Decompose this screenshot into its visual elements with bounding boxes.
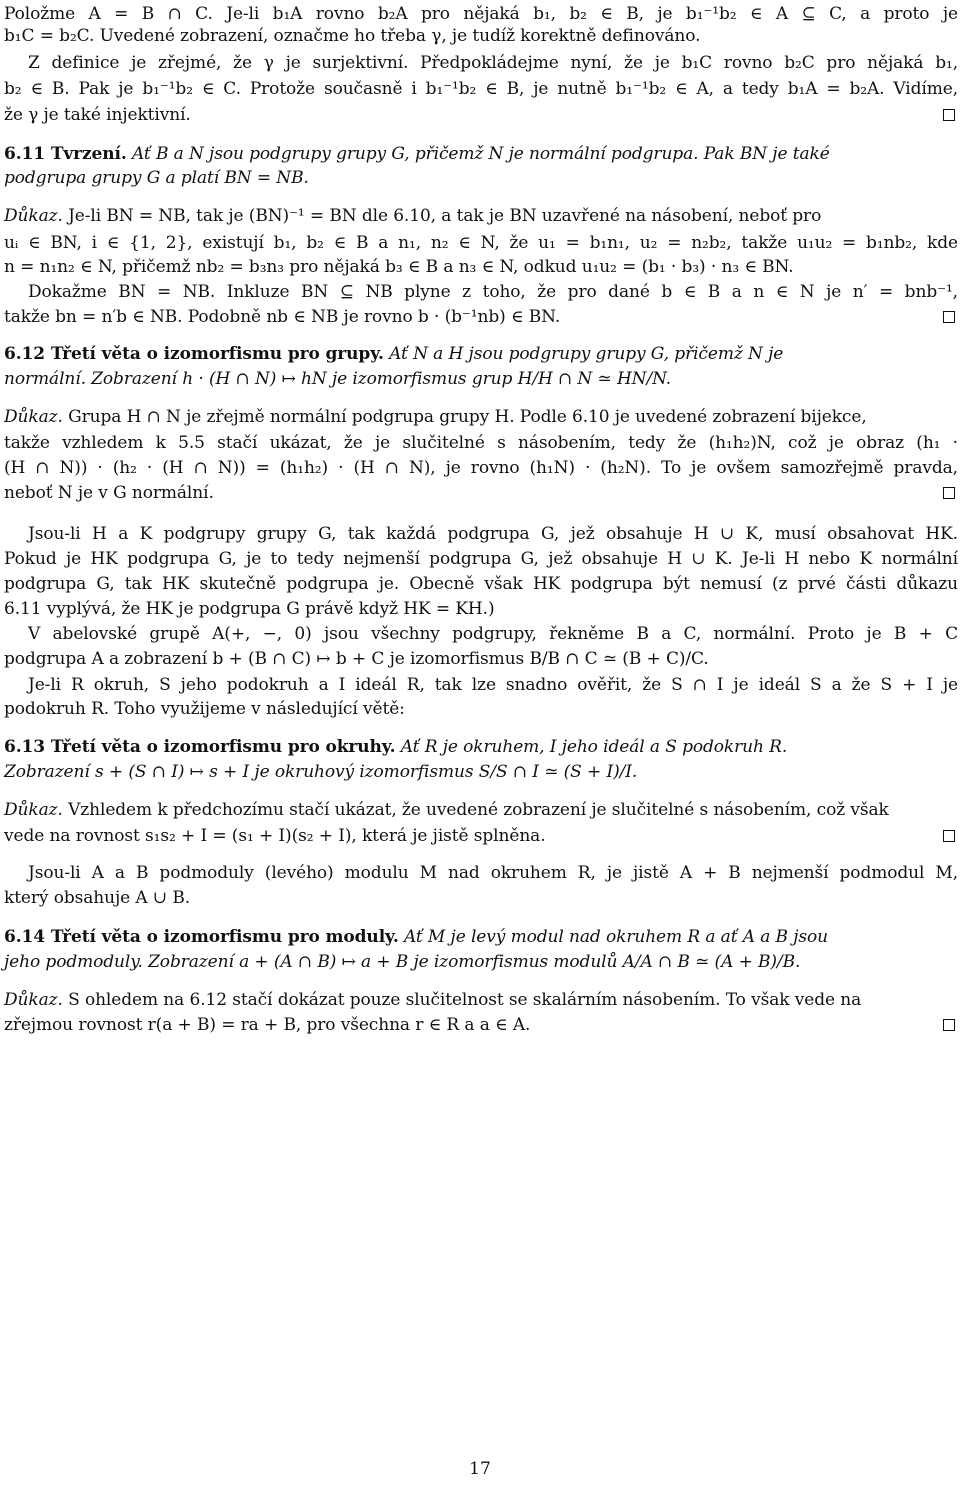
theorem-statement: Ať M je levý modul nad okruhem R a ať A a B jsou	[404, 927, 829, 947]
theorem-statement: jeho podmoduly. Zobrazení a + (A ∩ B) ↦ a + B je izomorfismus modulů A/A ∩ B ≃ (A + B)/B.	[4, 952, 801, 972]
text-line: že γ je také injektivní.	[4, 105, 191, 125]
page-number: 17	[469, 1459, 491, 1479]
proof-text: Vzhledem k předchozímu stačí ukázat, že uvedené zobrazení je slučitelné s násobením, což však	[68, 800, 889, 820]
proof-heading: Důkaz.	[4, 990, 63, 1010]
text-line: vede na rovnost s₁s₂ + I = (s₁ + I)(s₂ + I), která je jistě splněna.	[4, 826, 546, 846]
theorem-statement: Ať R je okruhem, I jeho ideál a S podokruh R.	[400, 737, 788, 757]
text-line: zřejmou rovnost r(a + B) = ra + B, pro všechna r ∈ R a a ∈ A.	[4, 1015, 531, 1035]
text-line: Z definice je zřejmé, že γ je surjektivní. Předpokládejme nyní, že je b₁C rovno b₂C pro nějaká b₁,	[28, 53, 958, 73]
theorem-statement: Ať N a H jsou podgrupy grupy G, přičemž N je	[389, 344, 784, 364]
proof-line	[4, 799, 958, 821]
theorem-6-12	[4, 343, 958, 365]
proof-line	[4, 205, 958, 227]
text-line: (H ∩ N)) · (h₂ · (H ∩ N)) = (h₁h₂) · (H ∩ N), je rovno (h₁N) · (h₂N). To je ovšem samozřejmě pravda,	[4, 458, 958, 478]
text-line: podgrupa G, tak HK skutečně podgrupa je. Obecně však HK podgrupa být nemusí (z prvé části důkazu	[4, 574, 958, 594]
text-line: b₁C = b₂C. Uvedené zobrazení, označme ho třeba γ, je tudíž korektně definováno.	[4, 26, 701, 46]
proposition-statement: Ať B a N jsou podgrupy grupy G, přičemž N je normální podgrupa. Pak BN je také	[132, 144, 830, 164]
text-line: n = n₁n₂ ∈ N, přičemž nb₂ = b₃n₃ pro nějaká b₃ ∈ B a n₃ ∈ N, odkud u₁u₂ = (b₁ · b₃) · n₃ ∈ BN.	[4, 257, 794, 277]
qed-symbol	[943, 311, 955, 323]
text-line: uᵢ ∈ BN, i ∈ {1, 2}, existují b₁, b₂ ∈ B a n₁, n₂ ∈ N, že u₁ = b₁n₁, u₂ = n₂b₂, takže u₁u₂ = b₁nb₂, kde	[4, 233, 958, 253]
qed-symbol	[943, 487, 955, 499]
proof-text: S ohledem na 6.12 stačí dokázat pouze slučitelnost se skalárním násobením. To však vede na	[68, 990, 862, 1010]
text-line: b₂ ∈ B. Pak je b₁⁻¹b₂ ∈ C. Protože současně i b₁⁻¹b₂ ∈ B, je nutně b₁⁻¹b₂ ∈ A, a tedy b₁A = b₂A. Vidíme,	[4, 79, 958, 99]
theorem-6-14	[4, 926, 958, 948]
text-line: V abelovské grupě A(+, −, 0) jsou všechny podgrupy, řekněme B a C, normální. Proto je B + C	[28, 624, 958, 644]
theorem-6-13	[4, 736, 958, 758]
theorem-heading: 6.14 Třetí věta o izomorfismu pro moduly.	[4, 927, 399, 947]
theorem-statement: normální. Zobrazení h · (H ∩ N) ↦ hN je izomorfismus grup H/H ∩ N ≃ HN/N.	[4, 369, 672, 389]
proof-line	[4, 406, 958, 428]
proof-text: Je-li BN = NB, tak je (BN)⁻¹ = BN dle 6.10, a tak je BN uzavřené na násobení, neboť pro	[68, 206, 822, 226]
text-line: podgrupa A a zobrazení b + (B ∩ C) ↦ b + C je izomorfismus B/B ∩ C ≃ (B + C)/C.	[4, 649, 709, 669]
qed-symbol	[943, 830, 955, 842]
proof-heading: Důkaz.	[4, 800, 63, 820]
text-line: neboť N je v G normální.	[4, 483, 214, 503]
proposition-statement: podgrupa grupy G a platí BN = NB.	[4, 168, 309, 188]
qed-symbol	[943, 109, 955, 121]
text-line: takže bn = n′b ∈ NB. Podobně nb ∈ NB je rovno b · (b⁻¹nb) ∈ BN.	[4, 307, 561, 327]
proof-heading: Důkaz.	[4, 206, 63, 226]
text-line: Jsou-li A a B podmoduly (levého) modulu M nad okruhem R, je jistě A + B nejmenší podmodul M,	[28, 863, 958, 883]
proposition-heading: 6.11 Tvrzení.	[4, 144, 127, 164]
proposition-6-11	[4, 143, 958, 165]
qed-symbol	[943, 1019, 955, 1031]
theorem-heading: 6.13 Třetí věta o izomorfismu pro okruhy.	[4, 737, 396, 757]
proof-heading: Důkaz.	[4, 407, 63, 427]
theorem-statement: Zobrazení s + (S ∩ I) ↦ s + I je okruhový izomorfismus S/S ∩ I ≃ (S + I)/I.	[4, 762, 638, 782]
theorem-heading: 6.12 Třetí věta o izomorfismu pro grupy.	[4, 344, 384, 364]
text-line: který obsahuje A ∪ B.	[4, 888, 191, 908]
text-line: Položme A = B ∩ C. Je-li b₁A rovno b₂A pro nějaká b₁, b₂ ∈ B, je b₁⁻¹b₂ ∈ A ⊆ C, a proto je	[4, 4, 958, 24]
text-line: 6.11 vyplývá, že HK je podgrupa G právě když HK = KH.)	[4, 599, 495, 619]
text-line: podokruh R. Toho využijeme v následující větě:	[4, 699, 405, 719]
text-line: Pokud je HK podgrupa G, je to tedy nejmenší podgrupa G, jež obsahuje H ∪ K. Je-li H nebo K normální	[4, 549, 958, 569]
text-line: Je-li R okruh, S jeho podokruh a I ideál R, tak lze snadno ověřit, že S ∩ I je ideál S a že S + I je	[28, 675, 958, 695]
proof-line	[4, 989, 958, 1011]
proof-text: Grupa H ∩ N je zřejmě normální podgrupa grupy H. Podle 6.10 je uvedené zobrazení bijekce,	[68, 407, 867, 427]
text-line: Dokažme BN = NB. Inkluze BN ⊆ NB plyne z toho, že pro dané b ∈ B a n ∈ N je n′ = bnb⁻¹,	[28, 282, 958, 302]
text-line: Jsou-li H a K podgrupy grupy G, tak každá podgrupa G, jež obsahuje H ∪ K, musí obsahovat HK.	[28, 524, 958, 544]
text-line: takže vzhledem k 5.5 stačí ukázat, že je slučitelné s násobením, tedy že (h₁h₂)N, což je obraz (h₁ ·	[4, 433, 958, 453]
